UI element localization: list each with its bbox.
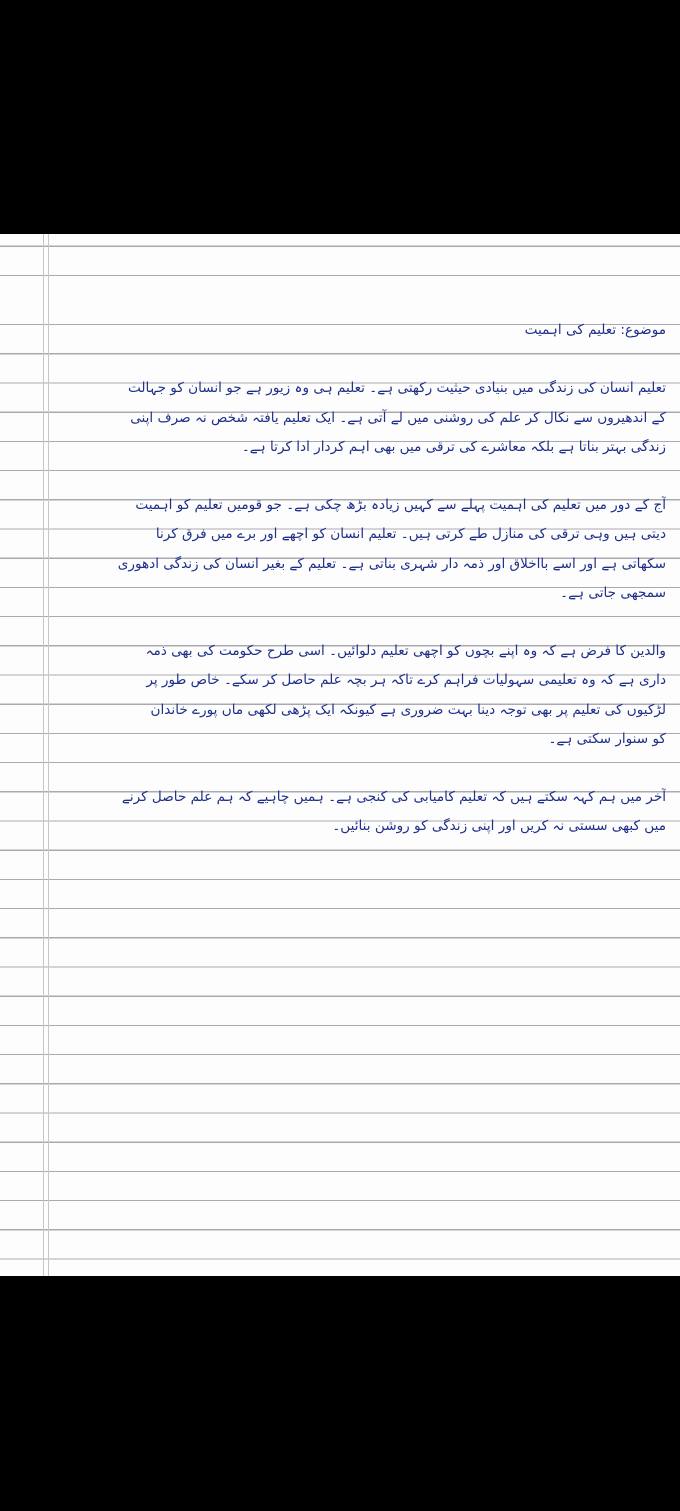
margin-line-right	[48, 234, 49, 1276]
paragraph-3	[62, 637, 666, 754]
notebook-page	[0, 234, 680, 1276]
paragraph-line: آخر میں ہم کہہ سکتے ہیں کہ تعلیم کامیابی کی کنجی ہے۔ ہمیں چاہیے کہ ہم علم حاصل کرنے	[121, 789, 666, 806]
paragraph-line: لڑکیوں کی تعلیم پر بھی توجہ دینا بہت ضروری ہے کیونکہ ایک پڑھی لکھی ماں پورے خاندان	[150, 701, 666, 718]
paragraph-line: میں کبھی سستی نہ کریں اور اپنی زندگی کو روشن بنائیں۔	[332, 818, 666, 835]
paragraph-4	[62, 783, 666, 841]
top-black-bar	[0, 0, 680, 234]
paragraph-line: داری ہے کہ وہ تعلیمی سہولیات فراہم کرے تاکہ ہر بچہ علم حاصل کر سکے۔ خاص طور پر	[146, 672, 666, 689]
paragraph-2	[62, 491, 666, 608]
paragraph-line: کے اندھیروں سے نکال کر علم کی روشنی میں لے آتی ہے۔ ایک تعلیم یافتہ شخص نہ صرف اپنی	[130, 409, 666, 426]
paragraph-line: آج کے دور میں تعلیم کی اہمیت پہلے سے کہیں زیادہ بڑھ چکی ہے۔ جو قومیں تعلیم کو اہمیت	[135, 497, 666, 514]
paragraph-line: دیتی ہیں وہی ترقی کی منازل طے کرتی ہیں۔ تعلیم انسان کو اچھے اور برے میں فرق کرنا	[155, 526, 666, 543]
paragraph-line: تعلیم انسان کی زندگی میں بنیادی حیثیت رکھتی ہے۔ تعلیم ہی وہ زیور ہے جو انسان کو جہالت	[127, 380, 666, 397]
paragraph-line: زندگی بہتر بناتا ہے بلکہ معاشرے کی ترقی میں بھی اہم کردار ادا کرتا ہے۔	[241, 438, 666, 455]
bottom-black-bar	[0, 1276, 680, 1511]
essay-text	[62, 316, 666, 871]
paragraph-line: کو سنوار سکتی ہے۔	[548, 730, 666, 747]
paragraph-line: سکھاتی ہے اور اسے بااخلاق اور ذمہ دار شہری بناتی ہے۔ تعلیم کے بغیر انسان کی زندگی ادھوری	[117, 555, 666, 572]
paragraph-1	[62, 374, 666, 462]
paragraph-line: والدین کا فرض ہے کہ وہ اپنے بچوں کو اچھی تعلیم دلوائیں۔ اسی طرح حکومت کی بھی ذمہ	[145, 643, 666, 660]
margin-line-left	[43, 234, 44, 1276]
paragraph-line: سمجھی جاتی ہے۔	[560, 584, 666, 601]
essay-topic: موضوع: تعلیم کی اہمیت	[524, 322, 666, 338]
